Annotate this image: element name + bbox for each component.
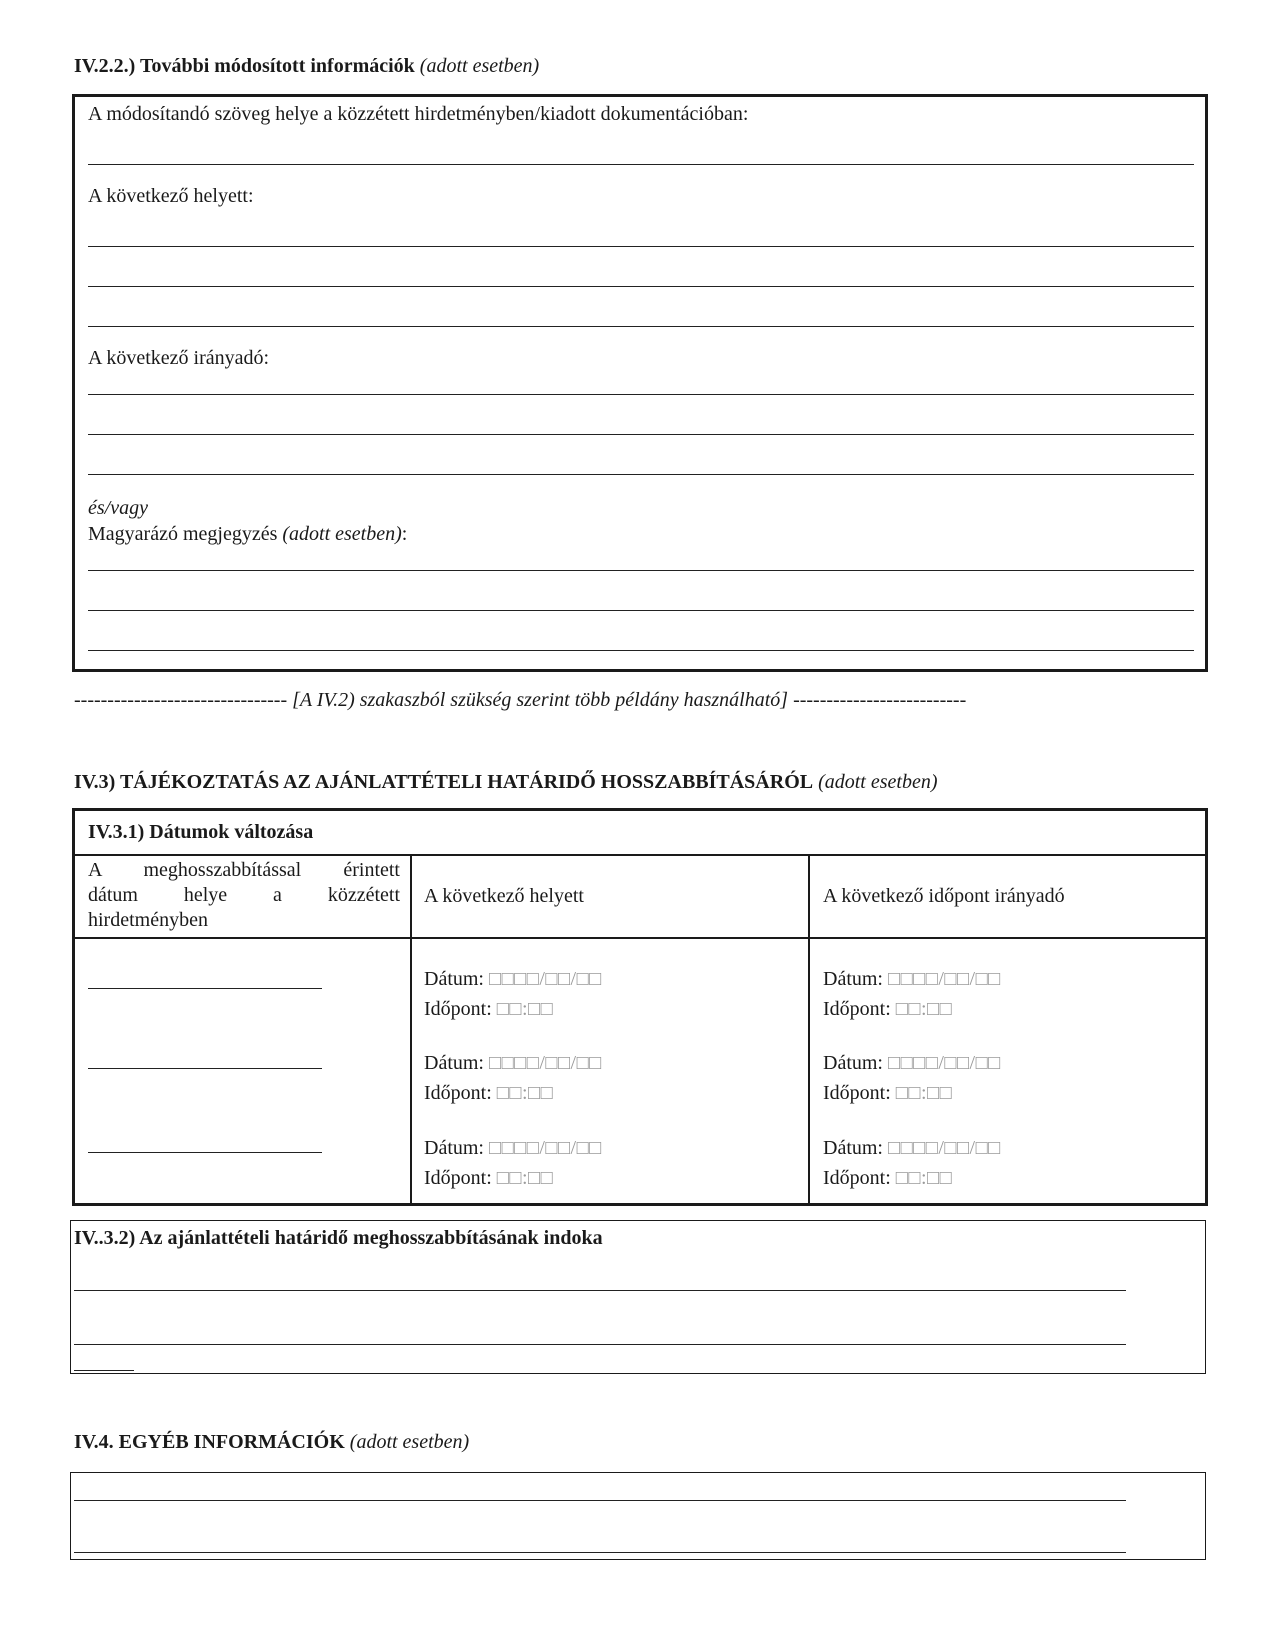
time-label: Időpont: (424, 1082, 492, 1104)
instead-input-line[interactable] (88, 286, 1194, 287)
affected-date-line[interactable] (88, 1068, 322, 1069)
time-boxes[interactable]: □□:□□ (496, 998, 554, 1020)
time-boxes[interactable]: □□:□□ (895, 1167, 953, 1189)
other-info-input-line[interactable] (74, 1500, 1126, 1501)
time-boxes[interactable]: □□:□□ (496, 1167, 554, 1189)
date-label: Dátum: (823, 1052, 883, 1074)
instead-input-line[interactable] (88, 326, 1194, 327)
time-boxes[interactable]: □□:□□ (895, 998, 953, 1020)
col1-header-line: dátum helye a közzétett (88, 884, 400, 906)
remark-input-line[interactable] (88, 650, 1194, 651)
date-label: Dátum: (823, 968, 883, 990)
governing-label: A következő irányadó: (88, 347, 270, 369)
section-422-heading (74, 54, 539, 79)
section-422-box (72, 94, 1208, 672)
remark-label: Magyarázó megjegyzés (88, 523, 278, 545)
place-label: A módosítandó szöveg helye a közzétett hirdetményben/kiadott dokumentációban: (88, 103, 749, 125)
instead-label: A következő helyett: (88, 185, 254, 207)
governing-date-time (823, 1048, 1001, 1108)
section-422-title: IV.2.2.) További módosított információk (74, 55, 415, 77)
time-label: Időpont: (823, 1167, 891, 1189)
section-43-title-note: (adott esetben) (818, 771, 938, 793)
separator-dashes-right: -------------------------- (793, 689, 967, 711)
time-boxes[interactable]: □□:□□ (496, 1082, 554, 1104)
instead-date-time (424, 1048, 602, 1108)
governing-date-time (823, 964, 1001, 1024)
time-label: Időpont: (424, 998, 492, 1020)
instead-date-time (424, 964, 602, 1024)
reason-input-line[interactable] (74, 1290, 1126, 1291)
date-boxes[interactable]: □□□□/□□/□□ (888, 1137, 1001, 1159)
subsection-431-title: IV.3.1) Dátumok változása (88, 821, 314, 843)
reason-input-line-short[interactable] (74, 1370, 134, 1371)
time-boxes[interactable]: □□:□□ (895, 1082, 953, 1104)
section-43-heading (74, 770, 938, 795)
governing-date-time (823, 1133, 1001, 1193)
governing-input-line[interactable] (88, 474, 1194, 475)
col3-header: A következő időpont irányadó (823, 885, 1065, 907)
section-44-heading (74, 1430, 469, 1455)
time-label: Időpont: (424, 1167, 492, 1189)
date-boxes[interactable]: □□□□/□□/□□ (489, 968, 602, 990)
date-boxes[interactable]: □□□□/□□/□□ (888, 968, 1001, 990)
remark-colon: : (401, 523, 408, 545)
col1-header-line: A meghosszabbítással érintett (88, 859, 400, 881)
date-label: Dátum: (823, 1137, 883, 1159)
separator-dashes-left: -------------------------------- (74, 689, 288, 711)
date-label: Dátum: (424, 1137, 484, 1159)
other-info-input-line[interactable] (74, 1552, 1126, 1553)
table-body-divider (74, 937, 1206, 939)
other-info-box (70, 1472, 1206, 1560)
instead-date-time (424, 1133, 602, 1193)
remark-label-row (88, 522, 407, 547)
section-43-title: IV.3) TÁJÉKOZTATÁS AZ AJÁNLATTÉTELI HATÁRIDŐ HOSSZABBÍTÁSÁRÓL (74, 771, 814, 793)
instead-input-line[interactable] (88, 246, 1194, 247)
governing-input-line[interactable] (88, 434, 1194, 435)
date-label: Dátum: (424, 968, 484, 990)
affected-date-line[interactable] (88, 988, 322, 989)
section-separator (74, 688, 966, 713)
section-44-title: IV.4. EGYÉB INFORMÁCIÓK (74, 1431, 345, 1453)
col1-header-line: hirdetményben (88, 909, 208, 931)
table-header-divider (74, 854, 1206, 856)
remark-input-line[interactable] (88, 610, 1194, 611)
place-input-line[interactable] (88, 164, 1194, 165)
table-col-divider-1 (410, 855, 412, 1205)
time-label: Időpont: (823, 998, 891, 1020)
table-col-divider-2 (808, 855, 810, 1205)
subsection-432-title: IV..3.2) Az ajánlattételi határidő meghosszabbításának indoka (74, 1227, 603, 1249)
date-boxes[interactable]: □□□□/□□/□□ (888, 1052, 1001, 1074)
time-label: Időpont: (823, 1082, 891, 1104)
affected-date-line[interactable] (88, 1152, 322, 1153)
section-422-title-note: (adott esetben) (419, 55, 540, 77)
date-boxes[interactable]: □□□□/□□/□□ (489, 1052, 602, 1074)
date-boxes[interactable]: □□□□/□□/□□ (489, 1137, 602, 1159)
section-44-title-note: (adott esetben) (349, 1431, 470, 1453)
date-label: Dátum: (424, 1052, 484, 1074)
reason-input-line[interactable] (74, 1344, 1126, 1345)
col2-header: A következő helyett (424, 885, 584, 907)
remark-note: (adott esetben) (282, 523, 402, 545)
governing-input-line[interactable] (88, 394, 1194, 395)
col1-header (88, 858, 400, 933)
andor-label: és/vagy (88, 497, 148, 519)
separator-text: [A IV.2) szakaszból szükség szerint több példány használható] (292, 689, 789, 711)
remark-input-line[interactable] (88, 570, 1194, 571)
